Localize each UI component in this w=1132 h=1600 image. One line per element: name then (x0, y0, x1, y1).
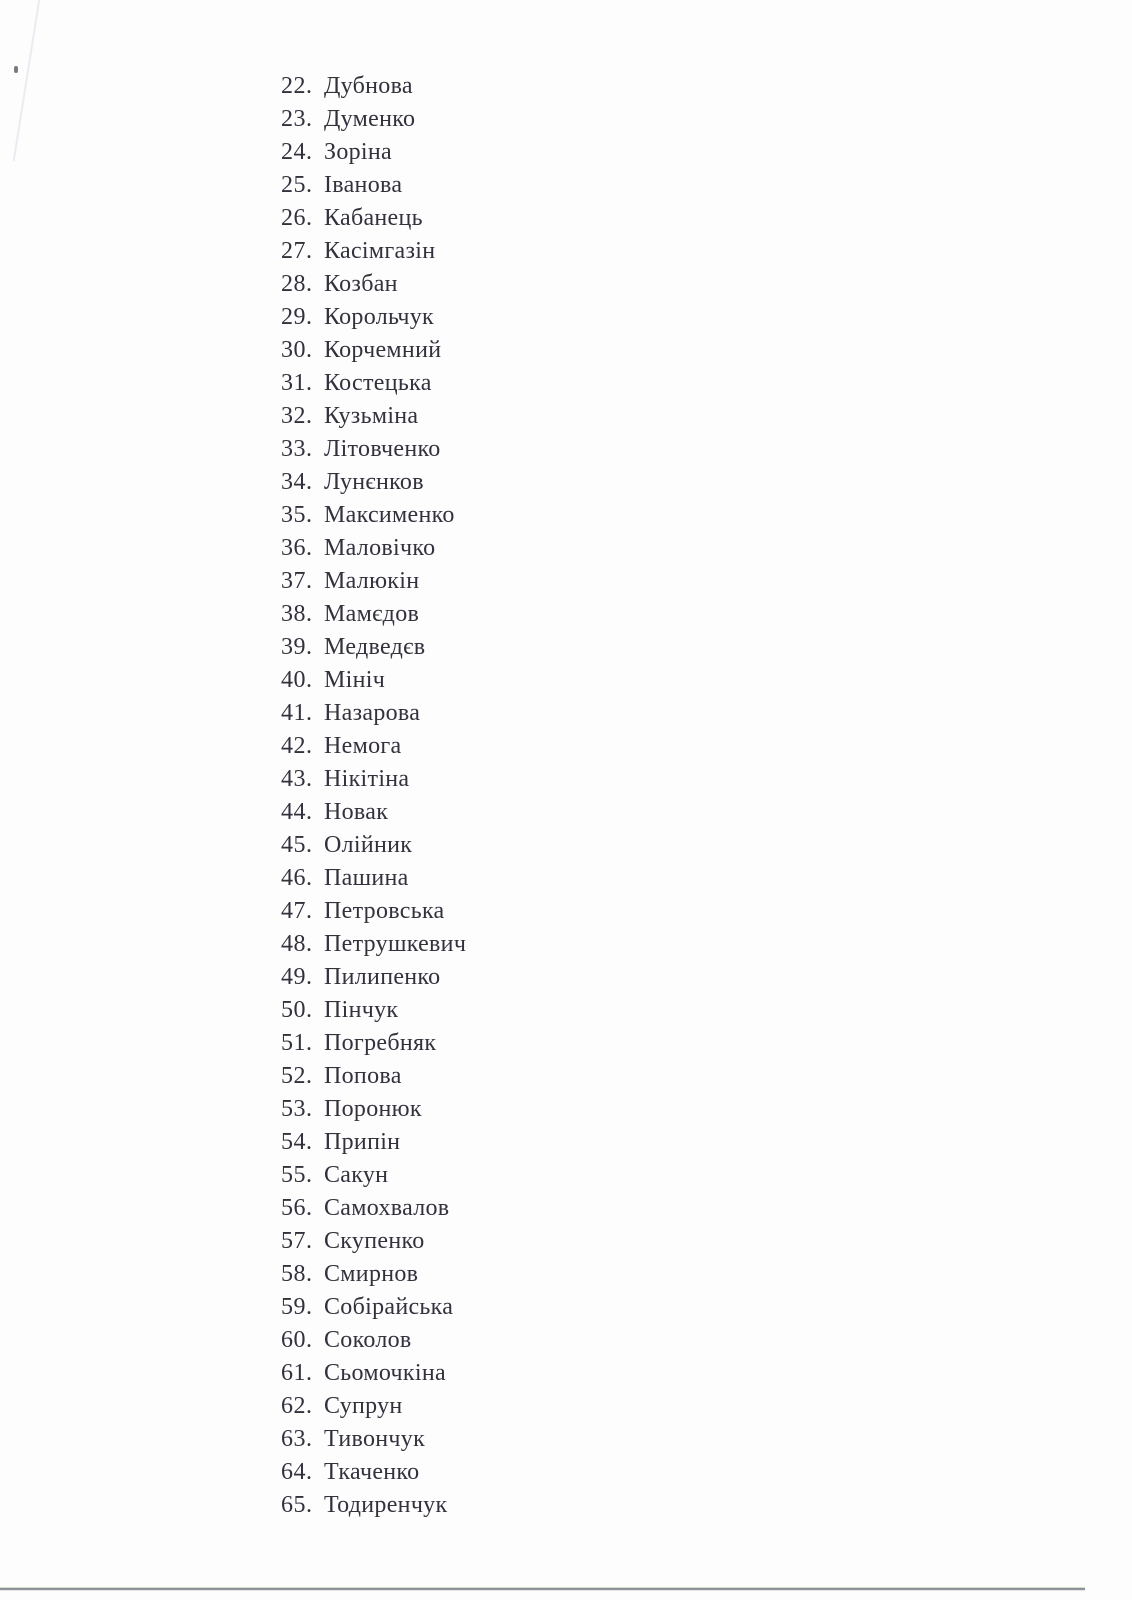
list-item-number: 48. (281, 931, 313, 957)
list-item-name: Медведєв (324, 634, 426, 660)
list-item (281, 1159, 466, 1192)
list-item-number: 43. (281, 766, 313, 792)
list-item-name: Соколов (324, 1327, 412, 1353)
list-item-name: Назарова (324, 700, 421, 726)
list-item-number: 59. (281, 1294, 313, 1320)
list-item (281, 301, 466, 334)
list-item (281, 400, 466, 433)
surname-list (281, 70, 466, 1522)
list-item-number: 65. (281, 1492, 313, 1518)
list-item-number: 60. (281, 1327, 313, 1353)
list-item-number: 51. (281, 1030, 313, 1056)
list-item (281, 598, 466, 631)
list-item-name: Думенко (324, 106, 416, 132)
list-item-number: 40. (281, 667, 313, 693)
list-item (281, 1489, 466, 1522)
list-item-number: 44. (281, 799, 313, 825)
list-item (281, 1192, 466, 1225)
scan-artifact-diagonal (13, 0, 42, 161)
list-item (281, 697, 466, 730)
list-item (281, 730, 466, 763)
list-item-number: 28. (281, 271, 313, 297)
list-item (281, 202, 466, 235)
list-item (281, 235, 466, 268)
list-item-number: 52. (281, 1063, 313, 1089)
list-item-name: Літовченко (324, 436, 441, 462)
list-item-name: Максименко (324, 502, 455, 528)
list-item (281, 994, 466, 1027)
list-item (281, 796, 466, 829)
list-item (281, 928, 466, 961)
list-item (281, 1126, 466, 1159)
list-item (281, 1324, 466, 1357)
list-item (281, 367, 466, 400)
list-item-number: 39. (281, 634, 313, 660)
list-item-name: Пашина (324, 865, 409, 891)
list-item-name: Кабанець (324, 205, 423, 231)
list-item-name: Смирнов (324, 1261, 419, 1287)
list-item (281, 466, 466, 499)
list-item-number: 63. (281, 1426, 313, 1452)
list-item (281, 1027, 466, 1060)
list-item-name: Іванова (324, 172, 403, 198)
list-item-number: 58. (281, 1261, 313, 1287)
list-item (281, 70, 466, 103)
list-item-name: Кузьміна (324, 403, 419, 429)
list-item-number: 31. (281, 370, 313, 396)
list-item-number: 38. (281, 601, 313, 627)
list-item (281, 895, 466, 928)
list-item-name: Маловічко (324, 535, 436, 561)
list-item-number: 42. (281, 733, 313, 759)
list-item (281, 169, 466, 202)
list-item-name: Пилипенко (324, 964, 441, 990)
list-item-name: Поронюк (324, 1096, 422, 1122)
list-item-name: Тивончук (324, 1426, 426, 1452)
scan-artifact-bottom-edge (0, 1588, 1085, 1590)
list-item-name: Немога (324, 733, 402, 759)
list-item (281, 565, 466, 598)
list-item (281, 1060, 466, 1093)
list-item-number: 49. (281, 964, 313, 990)
list-item-name: Касімгазін (324, 238, 436, 264)
list-item-name: Новак (324, 799, 389, 825)
list-item-name: Мініч (324, 667, 386, 693)
list-item-number: 46. (281, 865, 313, 891)
list-item-number: 54. (281, 1129, 313, 1155)
list-item-name: Корольчук (324, 304, 435, 330)
list-item-name: Сакун (324, 1162, 389, 1188)
list-item-number: 50. (281, 997, 313, 1023)
list-item-name: Сьомочкіна (324, 1360, 446, 1386)
list-item-number: 24. (281, 139, 313, 165)
list-item-name: Костецька (324, 370, 432, 396)
list-item (281, 1225, 466, 1258)
list-item-number: 33. (281, 436, 313, 462)
list-item (281, 1357, 466, 1390)
list-item-number: 29. (281, 304, 313, 330)
list-item (281, 433, 466, 466)
list-item-name: Нікітіна (324, 766, 410, 792)
list-item-name: Дубнова (324, 73, 413, 99)
list-item-number: 55. (281, 1162, 313, 1188)
list-item-number: 47. (281, 898, 313, 924)
list-item-number: 27. (281, 238, 313, 264)
list-item-name: Ткаченко (324, 1459, 420, 1485)
list-item (281, 1390, 466, 1423)
list-item (281, 763, 466, 796)
list-item (281, 631, 466, 664)
list-item-number: 36. (281, 535, 313, 561)
list-item-number: 56. (281, 1195, 313, 1221)
list-item (281, 664, 466, 697)
list-item (281, 1423, 466, 1456)
list-item (281, 1291, 466, 1324)
list-item-number: 35. (281, 502, 313, 528)
list-item-name: Припін (324, 1129, 401, 1155)
list-item (281, 334, 466, 367)
list-item-name: Петровська (324, 898, 445, 924)
list-item-number: 32. (281, 403, 313, 429)
list-item-name: Скупенко (324, 1228, 425, 1254)
list-item-name: Петрушкевич (324, 931, 467, 957)
list-item-name: Тодиренчук (324, 1492, 448, 1518)
list-item-name: Попова (324, 1063, 402, 1089)
list-item-number: 62. (281, 1393, 313, 1419)
list-item-number: 23. (281, 106, 313, 132)
list-item (281, 961, 466, 994)
list-item-name: Супрун (324, 1393, 403, 1419)
list-item (281, 862, 466, 895)
list-item-number: 26. (281, 205, 313, 231)
list-item (281, 499, 466, 532)
scan-artifact-speck (14, 66, 18, 73)
list-item (281, 268, 466, 301)
list-item-name: Козбан (324, 271, 398, 297)
list-item-number: 61. (281, 1360, 313, 1386)
list-item-name: Зоріна (324, 139, 392, 165)
list-item (281, 103, 466, 136)
list-item-name: Мамєдов (324, 601, 420, 627)
list-item-number: 64. (281, 1459, 313, 1485)
list-item (281, 1258, 466, 1291)
list-item (281, 1456, 466, 1489)
list-item-name: Малюкін (324, 568, 420, 594)
list-item-name: Лунєнков (324, 469, 424, 495)
list-item-name: Корчемний (324, 337, 442, 363)
list-item-number: 34. (281, 469, 313, 495)
list-item-name: Самохвалов (324, 1195, 450, 1221)
list-item (281, 1093, 466, 1126)
list-item-name: Пінчук (324, 997, 399, 1023)
list-item-number: 25. (281, 172, 313, 198)
list-item-number: 22. (281, 73, 313, 99)
list-item-name: Олійник (324, 832, 413, 858)
list-item (281, 532, 466, 565)
list-item-number: 45. (281, 832, 313, 858)
list-item-name: Собірайська (324, 1294, 454, 1320)
list-item-number: 57. (281, 1228, 313, 1254)
list-item (281, 829, 466, 862)
list-item-number: 41. (281, 700, 313, 726)
list-item-number: 53. (281, 1096, 313, 1122)
list-item-name: Погребняк (324, 1030, 437, 1056)
list-item (281, 136, 466, 169)
list-item-number: 30. (281, 337, 313, 363)
list-item-number: 37. (281, 568, 313, 594)
